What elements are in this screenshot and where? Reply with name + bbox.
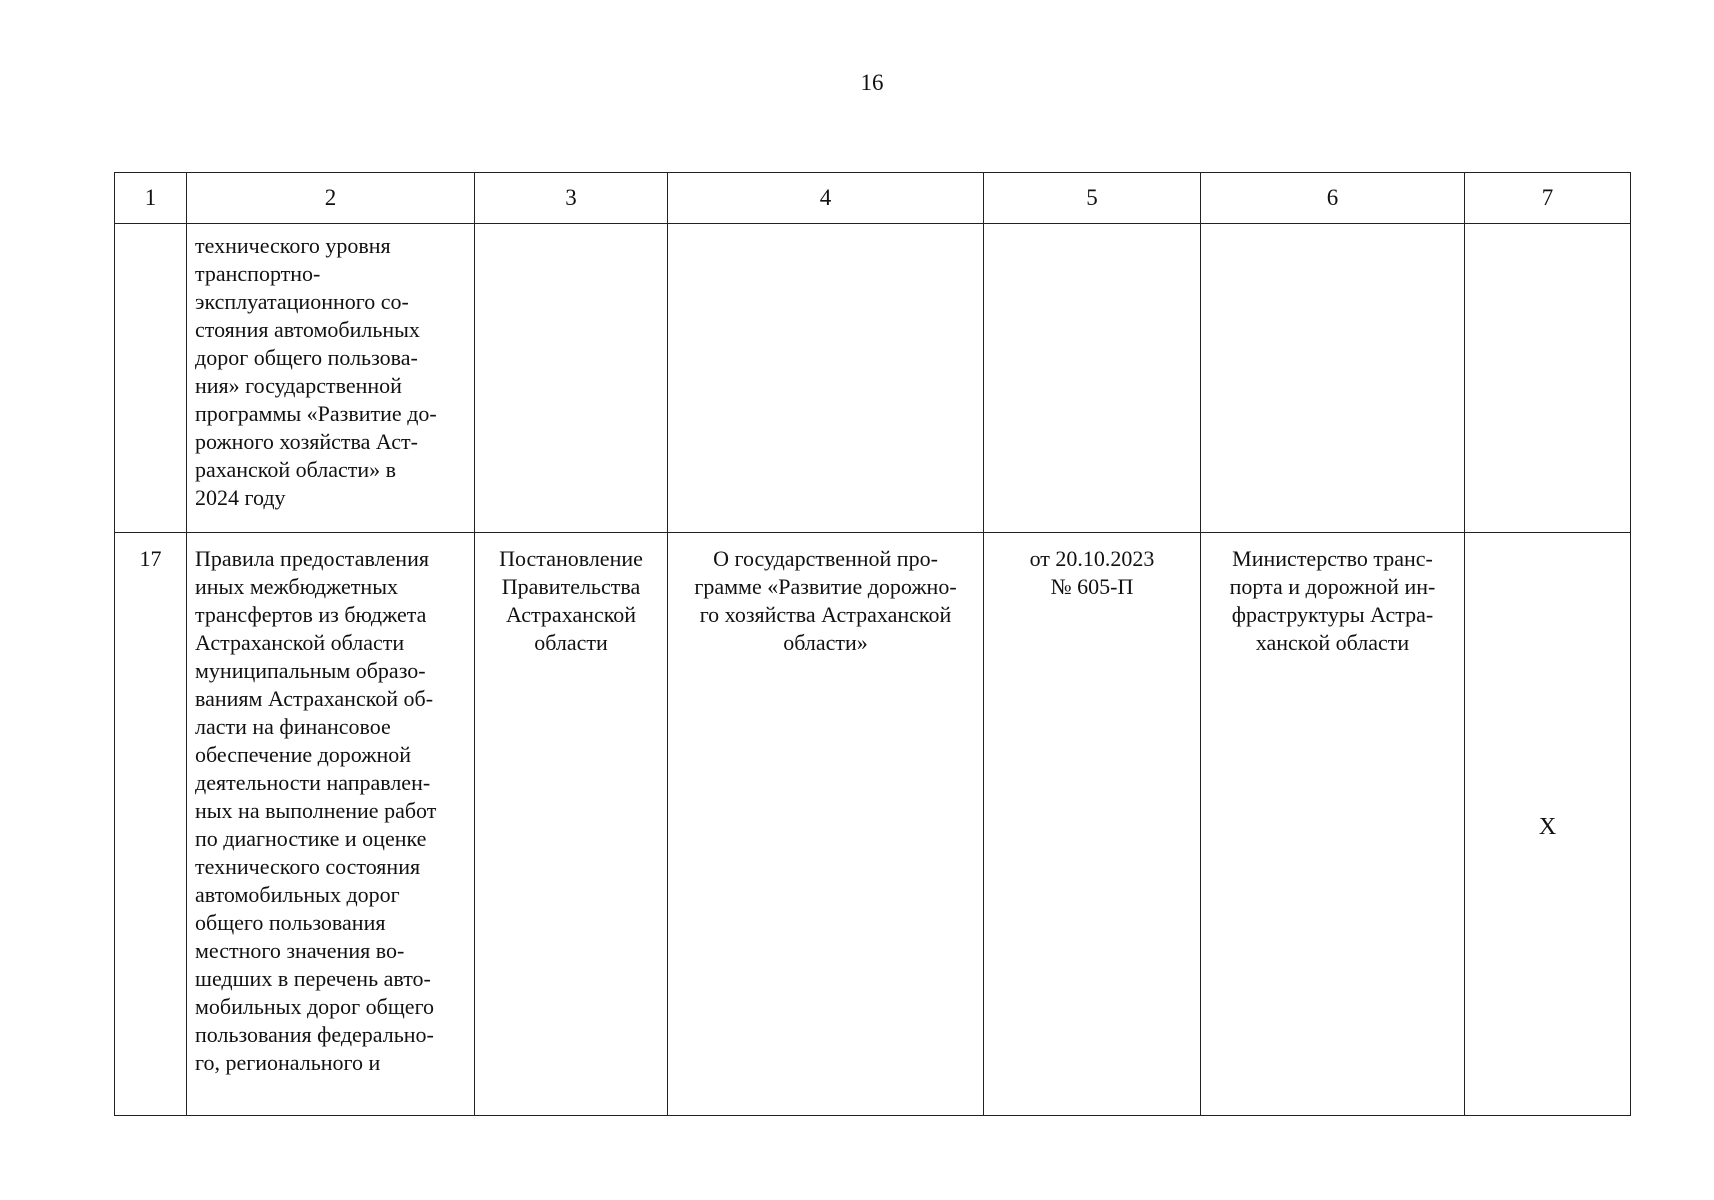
column-header-6: 6 bbox=[1201, 173, 1465, 224]
cell-document-type: Постановление Правительства Астраханской области bbox=[475, 533, 668, 1116]
table-row-17 bbox=[115, 533, 1631, 1116]
column-header-5: 5 bbox=[984, 173, 1201, 224]
cell-document-name: технического уровня транспортно- эксплуатационного со- стояния автомобильных дорог общего пользова- ния» государственной программы «Развитие до- рожного хозяйства Аст- раханской области» в 2024 году bbox=[187, 224, 475, 533]
column-header-4: 4 bbox=[668, 173, 984, 224]
cell-number bbox=[115, 224, 187, 533]
cell-document-type bbox=[475, 224, 668, 533]
column-header-7: 7 bbox=[1465, 173, 1631, 224]
cell-responsible-body bbox=[1201, 224, 1465, 533]
cell-document-name: Правила предоставления иных межбюджетных трансфертов из бюджета Астраханской области муниципальным образо- ваниям Астраханской об- ласти на финансовое обеспечение дорожной деятельности направлен- ных на выполнение работ по диагностике и оценке технического состояния автомобильных дорог общего пользования местного значения во- шедших в перечень авто- мобильных дорог общего пользования федерально- го, регионального и bbox=[187, 533, 475, 1116]
page-number: 16 bbox=[860, 70, 884, 95]
cell-number: 17 bbox=[115, 533, 187, 1116]
cell-responsible-body: Министерство транс- порта и дорожной ин- фраструктуры Астра- ханской области bbox=[1201, 533, 1465, 1116]
cell-document-title bbox=[668, 224, 984, 533]
cell-document-title: О государственной про- грамме «Развитие дорожно- го хозяйства Астраханской области» bbox=[668, 533, 984, 1116]
document-table bbox=[114, 172, 1631, 1116]
column-header-1: 1 bbox=[115, 173, 187, 224]
table-row-continuation bbox=[115, 224, 1631, 533]
cell-mark: X bbox=[1465, 533, 1631, 1116]
column-header-2: 2 bbox=[187, 173, 475, 224]
column-header-3: 3 bbox=[475, 173, 668, 224]
cell-document-date: от 20.10.2023 № 605-П bbox=[984, 533, 1201, 1116]
cell-mark bbox=[1465, 224, 1631, 533]
header-row bbox=[115, 173, 1631, 224]
cell-document-date bbox=[984, 224, 1201, 533]
